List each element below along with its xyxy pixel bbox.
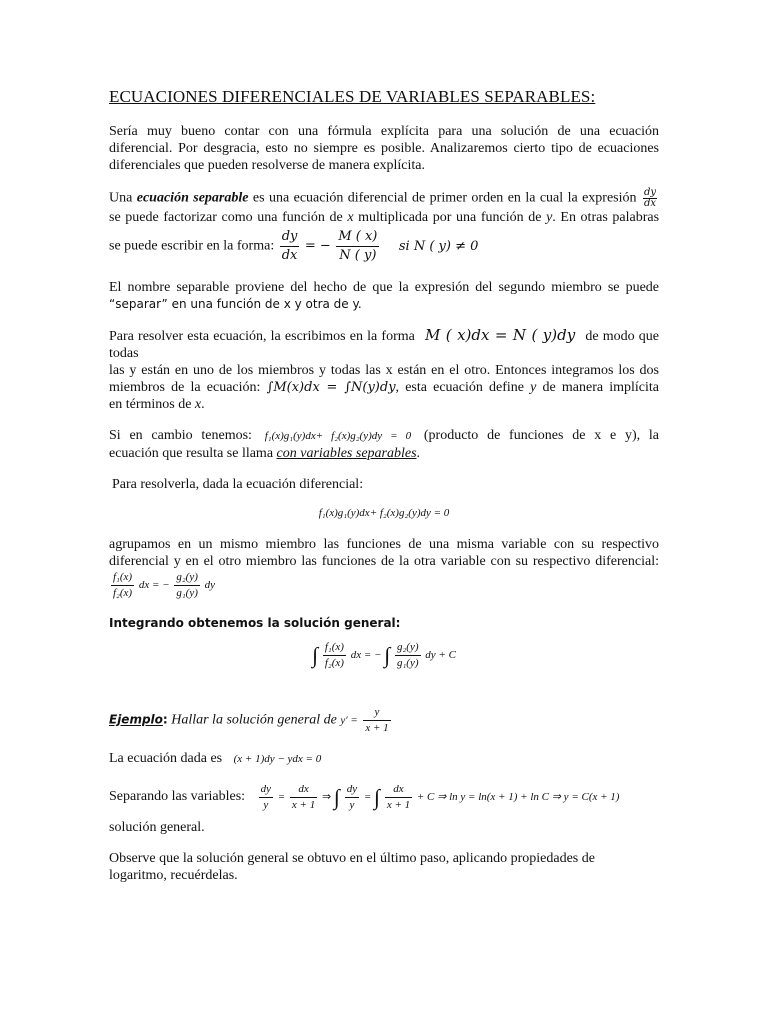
separable-form-line: se puede escribir en la forma: $\frac{dy}{dx}$ = − $\frac{M ( x)}{N ( y)}$ si N ( y) ≠ 0 bbox=[109, 229, 479, 263]
example-label: Ejemplo bbox=[109, 712, 163, 727]
separable-variables-term: con variables separables bbox=[276, 446, 417, 461]
intro-paragraph: Sería muy bueno contar con una fórmula explícita para una solución de una ecuación diferencial. Por desgracia, esto no siempre es posible. Analizaremos cierto tipo de ecuaciones diferenciales que pueden resolverse de manera explícita. bbox=[109, 124, 659, 173]
given-equation-line: La ecuación dada es (x + 1)dy − ydx = 0 bbox=[109, 751, 322, 766]
definition-paragraph: Una ecuación separable es una ecuación diferencial de primer orden en la cual la expresión $\frac{dy}{dx}$ se puede factorizar como una función de x multiplicada por una función de y. En otras palabras se puede escribir en la forma: $\frac{dy}{dx}$ = − $\frac{M ( x)}{N ( y)}$ si N ( y) ≠ 0 bbox=[109, 187, 660, 263]
grouped-equation: $\frac{\text{f₁(x)}}{\text{f₂(x)}}$ dx = − $\frac{\text{g₂(y)}}{\text{g₁(y)}}$ dy bbox=[113, 571, 216, 599]
separated-form: M ( x)dx = N ( y)dy bbox=[425, 326, 576, 344]
condition: si N ( y) ≠ 0 bbox=[398, 238, 479, 254]
product-equation: f₁(x)g₁(y)dx+ f₂(x)g₂(y)dy = 0 bbox=[264, 430, 412, 442]
dy-dx-lhs: $\frac{dy}{dx}$ bbox=[281, 229, 298, 263]
name-origin-paragraph: El nombre separable proviene del hecho de que la expresión del segundo miembro se puede “separar” en una función de x y otra de y. bbox=[109, 280, 659, 311]
definition-term: ecuación separable bbox=[136, 190, 249, 206]
integrating-block bbox=[109, 615, 659, 671]
document-page bbox=[109, 80, 659, 898]
group-paragraph: agrupamos en un mismo miembro las funciones de una misma variable con su respectivo diferencial y en el otro miembro las funciones de la otra variable con su respectivo diferencial: $\frac{\text{f₁(x)}}{\text{f₂(x)}}$ dx = − $\frac{\text{g₂(y)}}{\text{g₁(y)}}$ dy bbox=[109, 537, 659, 599]
integral-equation: ∫M(x)dx = ∫N(y)dy bbox=[266, 380, 396, 395]
solve-paragraph: Para resolver esta ecuación, la escribimos en la forma M ( x)dx = N ( y)dy de modo que todas las y están en uno de los miembros y todas las x están en el otro. Entonces integramos los dos miembros de la ecuación: ∫M(x)dx = ∫N(y)dy, esta ecuación define y de manera implícita en términos de x. bbox=[109, 326, 660, 412]
general-solution-label: solución general. bbox=[109, 820, 205, 835]
general-solution-equation: ∫ $\frac{\text{f₁(x)}}{\text{f₂(x)}}$ dx = − ∫ $\frac{\text{g₂(y)}}{\text{g₁(y)}}$ dy + C bbox=[312, 641, 456, 669]
integrating-heading: Integrando obtenemos la solución general: bbox=[109, 616, 401, 630]
alt-paragraph: Si en cambio tenemos: f₁(x)g₁(y)dx+ f₂(x)g₂(y)dy = 0 (producto de funciones de x e y), la ecuación que resulta se llama con variables separables. bbox=[109, 428, 659, 461]
separating-line: Separando las variables: $\frac{dy}{y}$ = $\frac{dx}{x + 1}$ ⇒ ∫ $\frac{dy}{y}$ = ∫ $\frac{dx}{x + 1}$ + C ⇒ ln y = ln(x + 1) + ln C ⇒ y = C(x + 1) bbox=[109, 783, 620, 811]
differential-equation: f₁(x)g₁(y)dx+ f₂(x)g₂(y)dy = 0 bbox=[318, 507, 450, 519]
m-over-n-fraction: $\frac{M ( x)}{N ( y)}$ bbox=[338, 229, 378, 263]
dy-dx-fraction: $\frac{dy}{dx}$ bbox=[643, 187, 657, 209]
example-line: Ejemplo: Hallar la solución general de y′ = $\frac{y}{x + 1}$ bbox=[109, 706, 389, 734]
page-title: ECUACIONES DIFERENCIALES DE VARIABLES SEPARABLES: bbox=[109, 87, 596, 106]
resolve-paragraph: Para resolverla, dada la ecuación diferencial: f₁(x)g₁(y)dx+ f₂(x)g₂(y)dy = 0 bbox=[109, 476, 659, 522]
observe-paragraph: Observe que la solución general se obtuvo en el último paso, aplicando propiedades de logaritmo, recuérdelas. bbox=[109, 851, 595, 883]
